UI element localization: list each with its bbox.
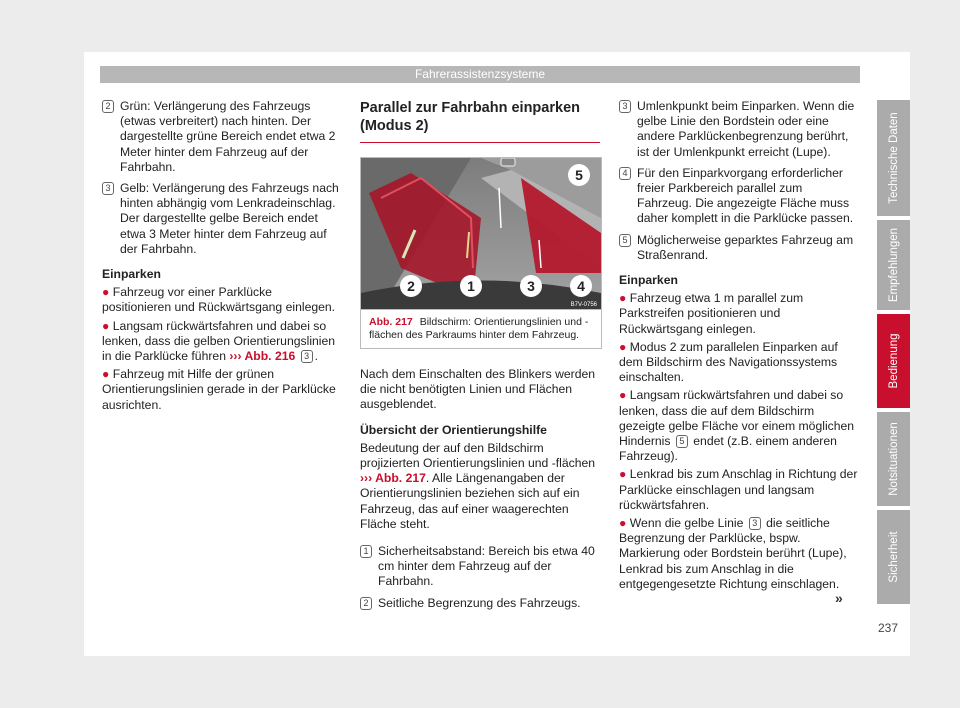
column-middle <box>360 99 600 617</box>
bullet-text: Fahrzeug vor einer Parklücke positionieren und Rückwärtsgang einlegen. <box>102 285 336 315</box>
number-badge: 3 <box>749 517 761 530</box>
tab-label: Empfehlungen <box>887 227 900 303</box>
tab-label: Notsituationen <box>887 422 900 496</box>
legend-text: Umlenkpunkt beim Einparken. Wenn die gelbe Linie den Bordstein oder eine andere Parklückenbegrenzung berührt, ist der Umlenkpunkt erreicht (Lupe). <box>637 99 855 159</box>
legend-text: Sicherheitsabstand: Bereich bis etwa 40 cm hinter dem Fahrzeug auf der Fahrbahn. <box>378 544 595 589</box>
bullet-text: Modus 2 zum parallelen Einparken auf dem Bildschirm des Navigationssystems einschalten. <box>619 339 838 385</box>
legend-text: Grün: Verlängerung des Fahrzeugs (etwas verbreitert) nach hinten. Der dargestellte grüne Bereich endet etwa 2 Meter hinter dem Fahrzeug auf der Fahrbahn. <box>120 99 336 174</box>
section-title: Parallel zur Fahrbahn einparken (Modus 2) <box>360 99 600 143</box>
svg-text:2: 2 <box>407 278 415 294</box>
subheading-overview: Übersicht der Orientierungshilfe <box>360 422 547 437</box>
bullet-item <box>102 285 342 315</box>
bullet-text: Lenkrad bis zum Anschlag in Richtung der Parklücke einschlagen und langsam rückwärtsfahren. <box>619 467 858 512</box>
bullet-text-end: die seitliche Begrenzung der Parklücke, bspw. Markierung oder Bordstein berührt (Lupe), Lenkrad bis zum Anschlag in die entgegengesetzte Richtung einschlagen. <box>619 516 847 591</box>
figure-code: B7V-0756 <box>570 302 597 308</box>
legend-item-3 <box>102 181 342 257</box>
paragraph-text: Bedeutung der auf den Bildschirm projizierten Orientierungslinien und -flächen <box>360 440 596 471</box>
figure-label: Abb. 217 <box>369 316 413 328</box>
number-badge: 2 <box>360 597 372 610</box>
bullet-icon: ● <box>619 339 627 354</box>
chapter-sidebar <box>877 100 910 608</box>
svg-text:1: 1 <box>467 278 475 294</box>
rear-camera-image <box>361 158 601 309</box>
tab-bedienung[interactable] <box>877 314 910 408</box>
bullet-icon: ● <box>619 516 627 531</box>
legend-item-4 <box>619 166 859 227</box>
bullet-text-end: . <box>314 349 319 364</box>
number-badge: 5 <box>619 234 631 247</box>
tab-notsituationen[interactable] <box>877 412 910 506</box>
bullet-text-end: endet (z.B. einem anderen Fahrzeug). <box>619 434 837 464</box>
bullet-text: Fahrzeug etwa 1 m parallel zum Parkstreifen positionieren und Rückwärtsgang einlegen. <box>619 291 804 336</box>
bullet-icon: ● <box>619 467 627 482</box>
bullet-item <box>619 388 859 464</box>
legend-item-5 <box>619 233 859 263</box>
figure-reference-link[interactable]: ››› Abb. 216 <box>229 349 296 364</box>
legend-item-1 <box>360 544 600 590</box>
column-left <box>102 99 342 416</box>
legend-item-2 <box>360 596 600 611</box>
legend-text: Gelb: Verlängerung des Fahrzeugs nach hinten abhängig vom Lenkradeinschlag. Der dargestellte gelbe Bereich endet etwa 3 Meter hinter dem Fahrzeug auf der Fahrbahn. <box>120 181 339 256</box>
number-badge: 3 <box>102 182 114 195</box>
number-badge: 5 <box>676 435 688 448</box>
bullet-text: Wenn die gelbe Linie <box>629 516 744 531</box>
number-badge: 1 <box>360 545 372 558</box>
chapter-header: Fahrerassistenzsysteme <box>100 66 860 83</box>
figure-217 <box>360 157 602 349</box>
tab-empfehlungen[interactable] <box>877 220 910 310</box>
tab-label: Technische Daten <box>887 112 900 204</box>
number-badge: 4 <box>619 167 631 180</box>
bullet-text: Langsam rückwärtsfahren und dabei so lenken, dass die gelben Orientierungslinien in die Parklücke führen <box>102 318 336 364</box>
legend-text: Seitliche Begrenzung des Fahrzeugs. <box>378 595 581 610</box>
callout-2 <box>400 275 422 297</box>
bullet-icon: ● <box>619 388 627 403</box>
callout-5 <box>568 164 590 186</box>
bullet-text: Fahrzeug mit Hilfe der grünen Orientierungslinien gerade in der Parklücke ausrichten. <box>102 367 336 412</box>
column-right <box>619 99 859 595</box>
legend-item-2 <box>102 99 342 175</box>
tab-label: Sicherheit <box>887 531 900 583</box>
figure-reference-link[interactable]: ››› Abb. 217 <box>360 471 426 486</box>
subheading-einparken: Einparken <box>102 267 161 282</box>
legend-text: Möglicherweise geparktes Fahrzeug am Straßenrand. <box>637 232 854 262</box>
tab-label: Bedienung <box>887 333 900 389</box>
bullet-item <box>619 516 859 592</box>
number-badge: 3 <box>301 350 313 363</box>
number-badge: 3 <box>619 100 631 113</box>
number-badge: 2 <box>102 100 114 113</box>
bullet-icon: ● <box>619 291 627 306</box>
bullet-item <box>619 340 859 386</box>
paragraph-text-end: . Alle Längenangaben der Orientierungslinien beziehen sich auf ein Fahrzeug, das auf einer waagerechten Fläche steht. <box>360 471 580 531</box>
continue-arrow-icon: » <box>835 590 843 606</box>
tab-sicherheit[interactable] <box>877 510 910 604</box>
bullet-text: Langsam rückwärtsfahren und dabei so lenken, dass die auf dem Bildschirm gezeigte gelbe Fläche vor einem möglichen Hindernis <box>619 388 855 449</box>
bullet-item <box>619 291 859 337</box>
parked-car <box>501 158 515 166</box>
legend-item-3 <box>619 99 859 160</box>
tab-technische-daten[interactable] <box>877 100 910 216</box>
bullet-icon: ● <box>102 285 110 300</box>
subheading-einparken: Einparken <box>619 273 678 288</box>
page-number: 237 <box>878 621 899 635</box>
callout-1 <box>460 275 482 297</box>
overview-paragraph <box>360 441 600 532</box>
bullet-icon: ● <box>102 367 110 382</box>
svg-text:5: 5 <box>575 167 583 183</box>
figure-caption-text: Bildschirm: Orientierungslinien und -flächen des Parkraums hinter dem Fahrzeug. <box>369 316 589 341</box>
legend-text: Für den Einparkvorgang erforderlicher freier Parkbereich parallel zum Fahrzeug. Die angezeigte Fläche muss daher komplett in die Parklücke passen. <box>637 165 854 226</box>
intro-paragraph: Nach dem Einschalten des Blinkers werden die nicht benötigten Linien und Flächen ausgeblendet. <box>360 367 596 412</box>
callout-3 <box>520 275 542 297</box>
figure-caption <box>361 309 601 348</box>
svg-text:3: 3 <box>527 278 535 294</box>
bullet-item <box>619 467 859 513</box>
callout-4 <box>570 275 592 297</box>
bullet-item <box>102 319 342 365</box>
svg-text:4: 4 <box>577 278 585 294</box>
bullet-icon: ● <box>102 318 110 333</box>
bullet-item <box>102 367 342 413</box>
